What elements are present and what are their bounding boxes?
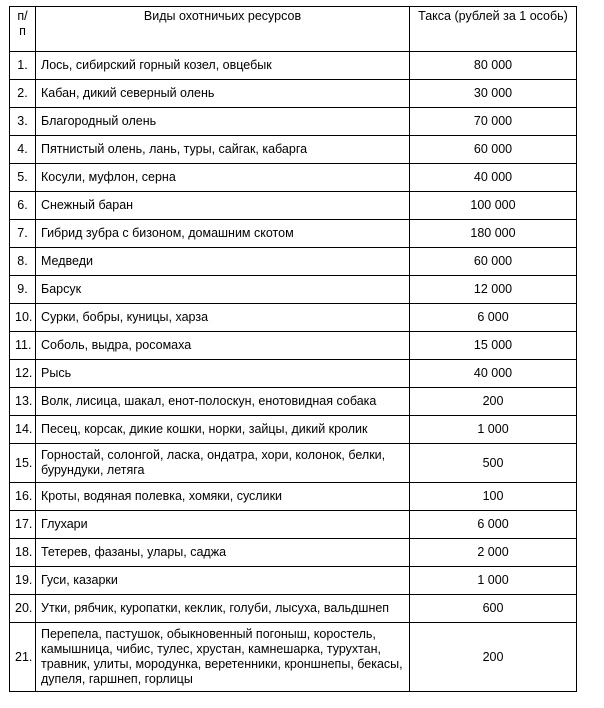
resource-name-cell: Тетерев, фазаны, улары, саджа — [36, 539, 410, 567]
rate-cell: 60 000 — [410, 248, 577, 276]
rate-cell: 500 — [410, 444, 577, 483]
row-number-cell: 3. — [10, 108, 36, 136]
rate-cell: 600 — [410, 595, 577, 623]
rate-cell: 60 000 — [410, 136, 577, 164]
table-row — [10, 304, 577, 332]
table-row — [10, 220, 577, 248]
table-row — [10, 388, 577, 416]
table-row — [10, 483, 577, 511]
row-number-cell: 14. — [10, 416, 36, 444]
row-number-cell: 4. — [10, 136, 36, 164]
row-number-cell: 11. — [10, 332, 36, 360]
row-number-cell: 17. — [10, 511, 36, 539]
rate-cell: 40 000 — [410, 360, 577, 388]
rate-cell: 70 000 — [410, 108, 577, 136]
resource-name-cell: Песец, корсак, дикие кошки, норки, зайцы, дикий кролик — [36, 416, 410, 444]
rate-cell: 1 000 — [410, 416, 577, 444]
row-number-cell: 18. — [10, 539, 36, 567]
rate-cell: 30 000 — [410, 80, 577, 108]
resource-name-cell: Благородный олень — [36, 108, 410, 136]
table-row — [10, 539, 577, 567]
table-row — [10, 80, 577, 108]
table-row — [10, 332, 577, 360]
table-row — [10, 164, 577, 192]
table-body — [10, 52, 577, 692]
rate-cell: 6 000 — [410, 511, 577, 539]
rate-cell: 12 000 — [410, 276, 577, 304]
rate-cell: 15 000 — [410, 332, 577, 360]
row-number-cell: 12. — [10, 360, 36, 388]
row-number-cell: 9. — [10, 276, 36, 304]
table-row — [10, 52, 577, 80]
table-row — [10, 511, 577, 539]
row-number-cell: 6. — [10, 192, 36, 220]
table-row — [10, 248, 577, 276]
row-number-cell: 13. — [10, 388, 36, 416]
resource-name-cell: Глухари — [36, 511, 410, 539]
rate-cell: 180 000 — [410, 220, 577, 248]
resource-name-cell: Соболь, выдра, росомаха — [36, 332, 410, 360]
table-row — [10, 595, 577, 623]
resource-name-cell: Медведи — [36, 248, 410, 276]
resource-name-cell: Кроты, водяная полевка, хомяки, суслики — [36, 483, 410, 511]
resource-name-cell: Барсук — [36, 276, 410, 304]
rate-cell: 100 000 — [410, 192, 577, 220]
header-rate: Такса (рублей за 1 особь) — [410, 7, 577, 52]
row-number-cell: 21. — [10, 623, 36, 692]
row-number-cell: 5. — [10, 164, 36, 192]
table-row — [10, 276, 577, 304]
row-number-cell: 15. — [10, 444, 36, 483]
resource-name-cell: Горностай, солонгой, ласка, ондатра, хори, колонок, белки, бурундуки, летяга — [36, 444, 410, 483]
table-row — [10, 567, 577, 595]
table-row — [10, 136, 577, 164]
rate-cell: 200 — [410, 623, 577, 692]
row-number-cell: 16. — [10, 483, 36, 511]
resource-name-cell: Гуси, казарки — [36, 567, 410, 595]
resource-name-cell: Снежный баран — [36, 192, 410, 220]
rate-cell: 6 000 — [410, 304, 577, 332]
row-number-cell: 8. — [10, 248, 36, 276]
rate-cell: 2 000 — [410, 539, 577, 567]
resource-name-cell: Кабан, дикий северный олень — [36, 80, 410, 108]
resource-name-cell: Волк, лисица, шакал, енот-полоскун, енотовидная собака — [36, 388, 410, 416]
resource-name-cell: Утки, рябчик, куропатки, кеклик, голуби, лысуха, вальдшнеп — [36, 595, 410, 623]
table-header-row — [10, 7, 577, 52]
rate-cell: 100 — [410, 483, 577, 511]
rate-cell: 80 000 — [410, 52, 577, 80]
header-resource-type: Виды охотничьих ресурсов — [36, 7, 410, 52]
row-number-cell: 1. — [10, 52, 36, 80]
resource-name-cell: Гибрид зубра с бизоном, домашним скотом — [36, 220, 410, 248]
table-row — [10, 360, 577, 388]
resource-name-cell: Пятнистый олень, лань, туры, сайгак, кабарга — [36, 136, 410, 164]
rate-cell: 200 — [410, 388, 577, 416]
row-number-cell: 7. — [10, 220, 36, 248]
table-row — [10, 416, 577, 444]
table-row — [10, 444, 577, 483]
resource-name-cell: Рысь — [36, 360, 410, 388]
header-number: п/п — [10, 7, 36, 52]
row-number-cell: 20. — [10, 595, 36, 623]
rate-cell: 1 000 — [410, 567, 577, 595]
resource-name-cell: Сурки, бобры, куницы, харза — [36, 304, 410, 332]
table-row — [10, 192, 577, 220]
row-number-cell: 10. — [10, 304, 36, 332]
row-number-cell: 19. — [10, 567, 36, 595]
row-number-cell: 2. — [10, 80, 36, 108]
table-row — [10, 623, 577, 692]
resource-name-cell: Перепела, пастушок, обыкновенный погоныш, коростель, камышница, чибис, тулес, хрустан, камнешарка, турухтан, травник, улиты, мородунка, веретенники, кроншнепы, бекасы, дупеля, гаршнеп, горлицы — [36, 623, 410, 692]
hunting-resources-rate-table — [9, 6, 577, 692]
rate-cell: 40 000 — [410, 164, 577, 192]
table-row — [10, 108, 577, 136]
resource-name-cell: Косули, муфлон, серна — [36, 164, 410, 192]
resource-name-cell: Лось, сибирский горный козел, овцебык — [36, 52, 410, 80]
